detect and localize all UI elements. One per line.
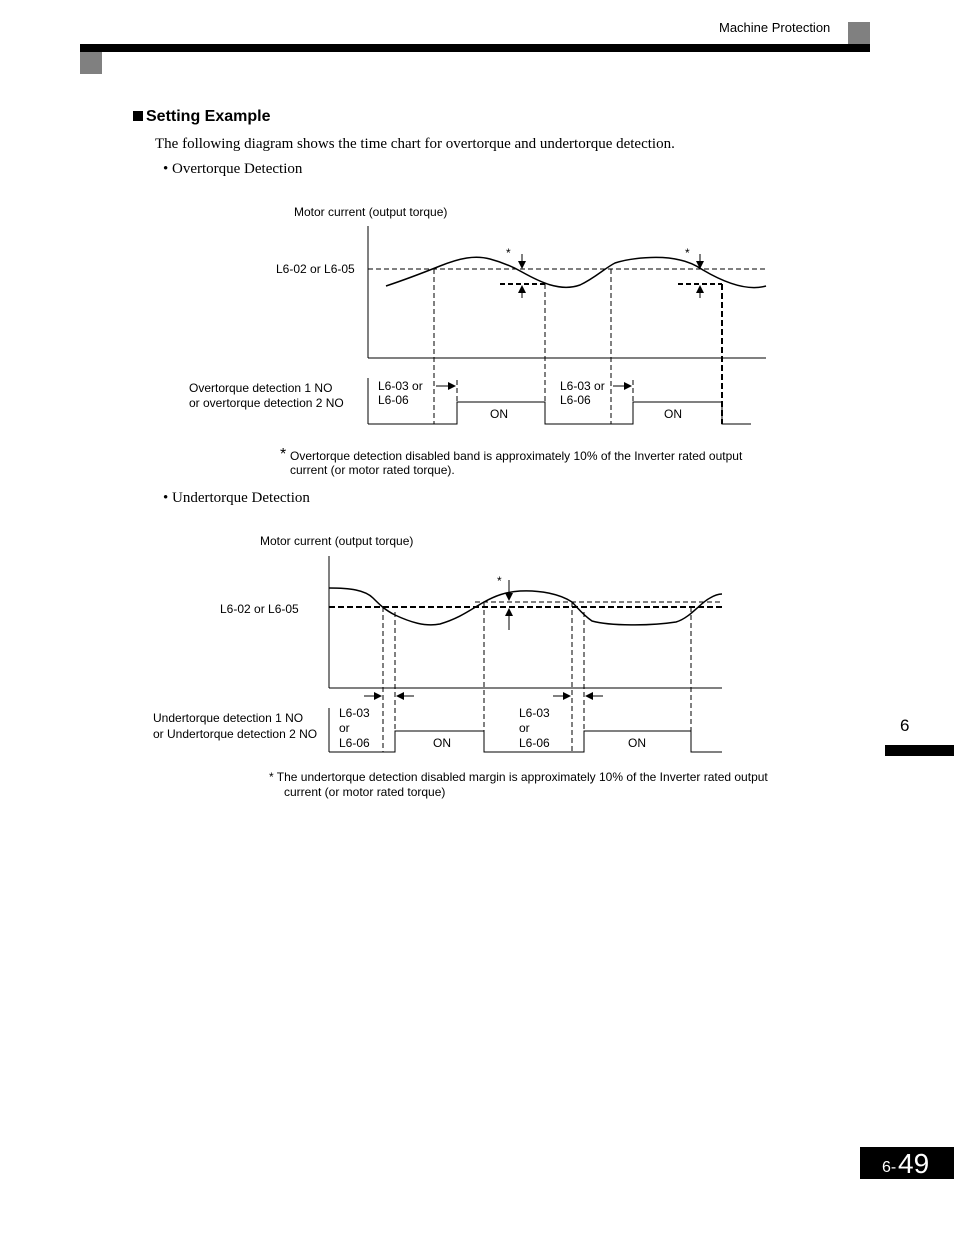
overtorque-diagram — [189, 205, 766, 477]
ut-star: * — [497, 574, 502, 588]
ut-axis-label: Motor current (output torque) — [260, 534, 414, 548]
ot-star-1: * — [506, 246, 511, 260]
ut-delay-label-2c: L6-06 — [519, 736, 550, 750]
ot-axis-label: Motor current (output torque) — [294, 205, 448, 219]
ot-note-line-1: Overtorque detection disabled band is approximately 10% of the Inverter rated output — [290, 449, 743, 463]
ut-delay-label-1a: L6-03 — [339, 706, 370, 720]
ot-signal-label-1: Overtorque detection 1 NO — [189, 381, 333, 395]
ot-delay-label-1a: L6-03 or — [378, 379, 423, 393]
ot-star-2: * — [685, 246, 690, 260]
ut-delay-label-2a: L6-03 — [519, 706, 550, 720]
ut-on-label-1: ON — [433, 736, 451, 750]
page-number-value: 49 — [898, 1148, 930, 1179]
intro-paragraph: The following diagram shows the time chart for overtorque and undertorque detection. — [155, 136, 675, 152]
chapter-tab-number: 6 — [900, 716, 910, 735]
ot-signal-label-2: or overtorque detection 2 NO — [189, 396, 344, 410]
chapter-tab-bar — [885, 745, 954, 756]
ot-delay-label-2b: L6-06 — [560, 393, 591, 407]
ut-delay-label-2b: or — [519, 721, 530, 735]
ut-signal-label-2: or Undertorque detection 2 NO — [153, 727, 318, 741]
ut-note-line-1: * The undertorque detection disabled margin is approximately 10% of the Inverter rated output — [269, 770, 768, 784]
ot-delay-label-1b: L6-06 — [378, 393, 409, 407]
ot-level-label: L6-02 or L6-05 — [276, 262, 355, 276]
ut-delay-label-1c: L6-06 — [339, 736, 370, 750]
overtorque-bullet: • Overtorque Detection — [163, 161, 303, 177]
ut-note-line-2: current (or motor rated torque) — [284, 785, 446, 799]
section-title-text: Setting Example — [146, 108, 271, 125]
undertorque-bullet: • Undertorque Detection — [163, 490, 310, 506]
ut-delay-label-1b: or — [339, 721, 350, 735]
ot-note-star: * — [280, 446, 287, 463]
page-number — [860, 1147, 954, 1179]
ot-on-label-1: ON — [490, 407, 508, 421]
ut-signal-label-1: Undertorque detection 1 NO — [153, 711, 304, 725]
ot-delay-label-2a: L6-03 or — [560, 379, 605, 393]
ot-note-line-2: current (or motor rated torque). — [290, 463, 455, 477]
ot-torque-waveform — [386, 257, 766, 287]
running-header: Machine Protection — [719, 20, 831, 35]
ot-on-label-2: ON — [664, 407, 682, 421]
ut-level-label: L6-02 or L6-05 — [220, 602, 299, 616]
ut-on-label-2: ON — [628, 736, 646, 750]
undertorque-diagram — [153, 534, 768, 799]
page-number-prefix: 6- — [882, 1159, 897, 1176]
